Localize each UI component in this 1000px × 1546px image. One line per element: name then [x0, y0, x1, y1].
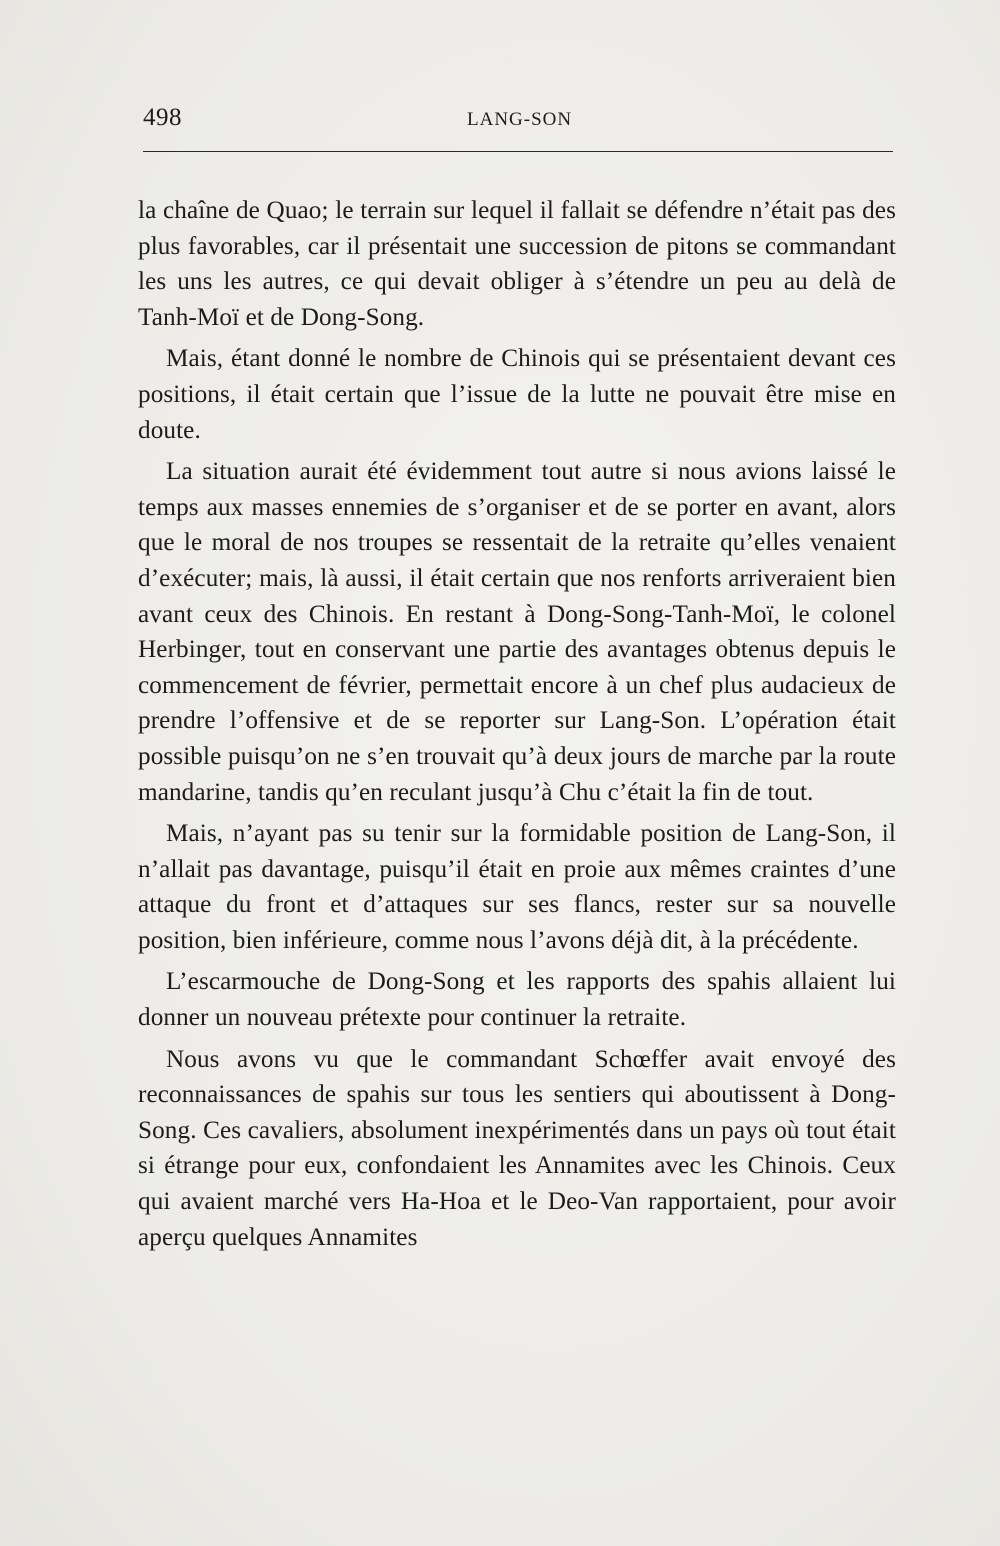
- paragraph: Nous avons vu que le commandant Schœffer avait envoyé des reconnaissances de spahis sur tous les sentiers qui aboutissent à Dong-Song. Ces cavaliers, absolument inexpérimentés dans un pays où tout était si étrange pour eux, confondaient les Annamites avec les Chinois. Ceux qui avaient marché vers Ha-Hoa et le Deo-Van rapportaient, pour avoir aperçu quelques Annamites: [138, 1045, 896, 1251]
- paragraph: L’escarmouche de Dong-Song et les rapports des spahis allaient lui donner un nouveau prétexte pour continuer la retraite.: [138, 968, 896, 1032]
- page-number: 498: [143, 104, 182, 131]
- body-text: [138, 193, 896, 1261]
- running-title: LANG-SON: [467, 109, 573, 130]
- paragraph: Mais, n’ayant pas su tenir sur la formidable position de Lang-Son, il n’allait pas davantage, puisqu’il était en proie aux mêmes craintes d’une attaque du front et d’attaques sur ses flancs, rester sur sa nouvelle position, bien inférieure, comme nous l’avons déjà dit, à la précédente.: [138, 820, 896, 954]
- header-rule: [143, 151, 893, 152]
- paragraph: la chaîne de Quao; le terrain sur lequel il fallait se défendre n’était pas des plus favorables, car il présentait une succession de pitons se commandant les uns les autres, ce qui devait obliger à s’étendre un peu au delà de Tanh-Moï et de Dong-Song.: [138, 197, 896, 331]
- paragraph: Mais, étant donné le nombre de Chinois qui se présentaient devant ces positions, il était certain que l’issue de la lutte ne pouvait être mise en doute.: [138, 345, 896, 444]
- paragraph: La situation aurait été évidemment tout autre si nous avions laissé le temps aux masses ennemies de s’organiser et de se porter en avant, alors que le moral de nos troupes se ressentait de la retraite qu’elles venaient d’exécuter; mais, là aussi, il était certain que nos renforts arriveraient bien avant ceux des Chinois. En restant à Dong-Song-Tanh-Moï, le colonel Herbinger, tout en conservant une partie des avantages obtenus depuis le commencement de février, permettait encore à un chef plus audacieux de prendre l’offensive et de se reporter sur Lang-Son. L’opération était possible puisqu’on ne s’en trouvait qu’à deux jours de marche par la route mandarine, tandis qu’en reculant jusqu’à Chu c’était la fin de tout.: [138, 458, 896, 806]
- running-head: [143, 100, 893, 140]
